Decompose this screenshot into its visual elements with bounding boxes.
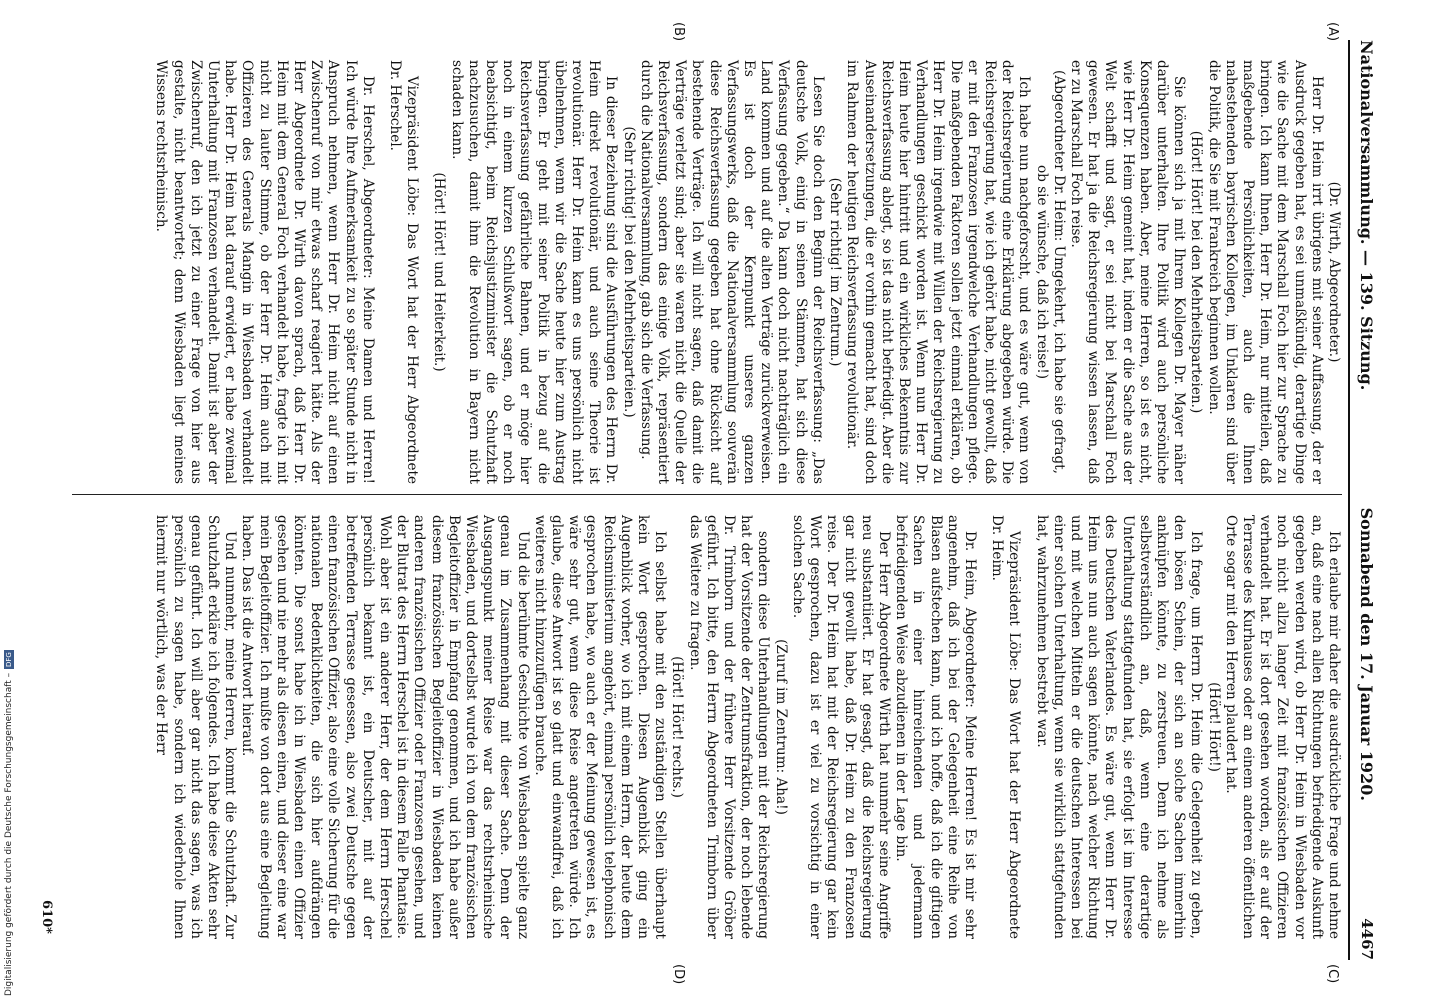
margin-letter-b: (B) [671,22,686,42]
margin-letter-c: (C) [1325,964,1340,984]
header-page-number: 4467 [1358,918,1376,960]
header-session: Nationalversammlung. — 139. Sitzung. [1357,40,1377,391]
right-column [152,515,1342,939]
interjection: (Sehr richtig! im Zentrum.) [827,177,844,367]
paragraph: Dr. Herschel, Abgeordneter: Meine Damen und Herren! Ich würde Ihre Aufmerksamkeit zu so später Stunde nicht in Anspruch nehmen, wenn Herr Dr. Heim nicht auf einen Zwischenruf von mir etwas scharf reagiert hätte. Als der Herr Abgeordnete Dr. Wirth davon sprach, daß Herr Dr. Heim mit dem General Foch verhandelt habe, fragte ich mit nicht zu lauter Stimme, ob der Herr Dr. Heim auch mit Offizieren des Generals Mangin in Wiesbaden verhandelt habe. Herr Dr. Heim hat darauf erwidert, er habe zweimal Unterhaltung mit Franzosen verhandelt. Damit ist aber der Zwischenruf, den ich jetzt zu einer Frage von hier aus gestalte, nicht beantwortet; denn Wiesbaden liegt meines Wissens rechtsrheinisch. [153,60,376,484]
paragraph: Vizepräsident Löbe: Das Wort hat der Herr Abgeordnete Dr. Heim. [989,515,1023,939]
credit-text: Digitalisierung gefördert durch die Deutsche Forschungsgemeinschaft – [4,672,14,996]
header-rule [1348,40,1350,960]
interjection: (Hört! Hört! bei den Mehrheitsparteien.) [1188,130,1205,414]
page-header [1352,40,1382,960]
paragraph: Sie können sich ja mit Ihrem Kollegen Dr. Mayer näher darüber unterhalten. Ihre Politik wird auch persönliche Konsequenzen haben. Aber, meine Herren, so ist es nicht, wie Herr Dr. Heim gemeint hat, indem er die Sache aus der Welt schafft und sagt, er sei nicht bei Marschall Foch gewesen. Er hat ja die Reichsregierung wissen lassen, daß er zu Marschall Foch reise. [1067,60,1188,484]
paragraph: Lesen Sie doch den Beginn der Reichsverfassung: „Das deutsche Volk, einig in seinen Stämmen, hat sich diese Verfassung gegeben.“ Da kann doch nicht nachträglich ein Land kommen und auf die alten Verträge zurückverweisen. Es ist doch der Kernpunkt unseres ganzen Verfassungswerks, daß die Nationalversammlung souverän diese Reichsverfassung gegeben hat ohne Rücksicht auf bestehende Verträge. Ich will nicht sagen, daß damit die Verträge verletzt sind; aber sie waren nicht die Quelle der Reichsverfassung, sondern das einige Volk, repräsentiert durch die Nationalversammlung, gab sich die Verfassung. [637,60,826,484]
paragraph: Ich habe nun nachgeforscht, und es wäre gut, wenn von der Reichsregierung eine Erklärung abgegeben würde. Die Reichsregierung hat, wie ich gehört habe, nicht gewollt, daß er mit den Franzosen irgendwelche Verhandlungen pflege. Die maßgebenden Faktoren sollen jetzt einmal erklären, ob Herr Dr. Heim irgendwie mit Willen der Reichsregierung zu Verhandlungen geschickt worden ist. Wenn nun Herr Dr. Heim heute hier hintritt und ein wirkliches Bekenntnis zur Reichsverfassung ablegt, so ist das nicht befriedigt. Aber die Auseinandersetzungen, die er vorhin gemacht hat, sind doch im Rahmen der heutigen Reichsverfassung revolutionär. [844,60,1033,484]
paragraph: Vizepräsident Löbe: Das Wort hat der Herr Abgeordnete Dr. Herschel. [387,60,421,484]
interjection: (Sehr richtig! bei den Mehrheitsparteien.) [620,126,637,418]
interjection: (Hört! Hört! rechts.) [669,656,686,798]
interjection: (Hört! Hört!) [1205,682,1222,772]
paragraph: Der Herr Abgeordnete Wirth hat nunmehr seine Angriffe neu substantiiert. Er hat gesagt, daß die Reichsregierung gar nicht gewollt habe, daß Dr. Heim zu den Franzosen reise. Der Dr. Heim hat mit der Reichsregierung gar kein Wort gesprochen, dazu ist er viel zu vorsichtig in einer solchen Sache. [789,515,892,939]
margin-letter-d: (D) [671,964,686,985]
header-date: Sonnabend den 17. Januar 1920. [1357,507,1377,801]
speaker-continuation: (Dr. Wirth, Abgeordneter.) [1326,181,1342,363]
dfg-logo: DFG [5,652,13,667]
paragraph: Ich erlaube mir daher die ausdrückliche Frage und nehme an, daß eine nach allen Richtungen befriedigende Auskunft gegeben werden wird, ob Herr Dr. Heim in Wiesbaden vor noch nicht allzu langer Zeit mit französischen Offizieren verhandelt hat. Er ist dort gesehen worden, als er auf der Terrasse des Kurhauses oder an einem anderen öffentlichen Orte sogar mit den Herren plaudert hat. [1222,515,1342,939]
paragraph: Und nunmehr, meine Herren, kommt die Schutzhaft. Zur Schutzhaft erkläre ich folgendes. Ich habe diese Akten sehr genau geführt. Ich will aber gar nicht das sagen, was ich persönlich zu sagen habe, sondern ich wiederhole Ihnen hiermit nur wörtlich, was der Herr [153,515,239,939]
paragraph: Herr Dr. Heim irrt übrigens mit seiner Auffassung, der er Ausdruck gegeben hat, es sei unmaßkündig, derartige Dinge wie die Sache mit dem Marschall Foch hier zur Sprache zu bringen. Ich kann Ihnen, Herr Dr. Heim, nur mitteilen, daß maßgebende Persönlichkeiten, auch die Ihnen nahestehenden bayrischen Kollegen, im Unklaren sind über die Politik, die Sie mit Frankreich beginnen wollen. [1205,60,1325,484]
interjection: (Zuruf im Zentrum: Aha!) [772,639,789,815]
paragraph: Und die berühmte Geschichte von Wiesbaden spielte ganz genau im Zusammenhang mit dieser Sache. Denn der Ausgangspunkt meiner Reise war das rechtsrheinische Wiesbaden, und dortselbst wurde ich von dem französischen Begleitoffizier in Empfang genommen, und ich habe außer diesem französischen Begleitoffizier in Wiesbaden keinen anderen französischen Offizier oder Franzosen gesehen, und der Blutrat des Herrn Herschel ist in diesem Falle Phantasie. Wohl aber ist ein anderer Herr, der dem Herrn Herschel persönlich bekannt ist, ein Deutscher, mit auf der betreffenden Terrasse gesessen, also zwei Deutsche gegen einen französischen Offizier, also eine volle Sicherung für die nationalen Bedenklichkeiten, die sich hier aufdrängen könnten. Die sonst habe ich in Wiesbaden einen Offizier gesehen und nie mehr als diesen einen, und dieser eine war mein Begleitoffizier. Ich mußte von dort aus eine Begleitung haben. Das ist die Antwort hierauf. [239,515,531,939]
interjection: (Abgeordneter Dr. Heim: Umgekehrt, ich habe sie gefragt, ob sie wünsche, daß ich reise!) [1033,70,1067,474]
footer-number: 610* [39,900,54,934]
interjection: (Hört! Hört! und Heiterkeit.) [431,172,448,372]
margin-letter-a: (A) [1325,22,1340,42]
column-separator [72,494,1342,495]
paragraph: Ich frage, um Herrn Dr. Heim die Gelegenheit zu geben, den bösen Schein, der sich an solche Sachen immerhin anknüpfen könnte, zu zerstreuen. Denn ich nehme als selbstverständlich an, daß, wenn eine derartige Unterhaltung stattgefunden hat, sie erfolgt ist im Interesse des Deutschen Vaterlandes. Es wäre gut, wenn Herr Dr. Heim uns nun auch sagen könnte, nach welcher Richtung und mit welchen Mitteln er die deutschen Interessen bei einer solchen Unterhaltung, wenn sie wirklich stattgefunden hat, wahrzunehmen bestrebt war. [1033,515,1205,939]
left-column [152,60,1342,484]
paragraph: In dieser Beziehung sind die Ausführungen des Herrn Dr. Heim direkt revolutionär, und auch seine Theorie ist revolutionär. Herr Dr. Heim kann es uns persönlich nicht übelnehmen, wenn wir die Sache heute hier zum Austrag bringen. Er geht mit seiner Politik in bezug auf die Reichsverfassung gefährliche Bahnen, und er möge hier noch in einem kurzen Schlußwort sagen, ob er noch beabsichtigt, beim Reichsjustizminister die Schutzhaft nachzusuchen, damit ihm die Revolution in Bayern nicht schaden kann. [448,60,620,484]
digitization-credit [2,600,16,996]
paragraph: Ich selbst habe mit den zuständigen Stellen überhaupt kein Wort gesprochen. Diesen Augenblick ging ein Augenblick vorher, wo ich mit einem Herrn, der heute dem Reichsministerium angehört, einmal persönlich telephonisch gesprochen habe, wo auch er der Meinung gewesen ist, es wäre sehr gut, wenn diese Reise angetreten würde. Ich glaube, diese Antwort ist so glatt und einwandfrei, daß ich weiteres nicht hinzuzufügen brauche. [531,515,669,939]
paragraph: sondern diese Unterhandlungen mit der Reichsregierung hat der Vorsitzende der Zentrumsfraktion, der noch lebende Dr. Trimborn und der frühere Herr Vorsitzende Gröber geführt. Ich bitte, den Herrn Abgeordneten Trimborn über das Weitere zu fragen. [686,515,772,939]
paragraph: Dr. Heim, Abgeordneter: Meine Herren! Es ist mir sehr angenehm, daß ich bei der Gelegenheit eine Reihe von Blasen aufstechen kann, und ich hoffe, daß ich die giftigen Sachen in einer hinreichenden und jedermann befriedigenden Weise abzudienen in der Lage bin. [893,515,978,939]
